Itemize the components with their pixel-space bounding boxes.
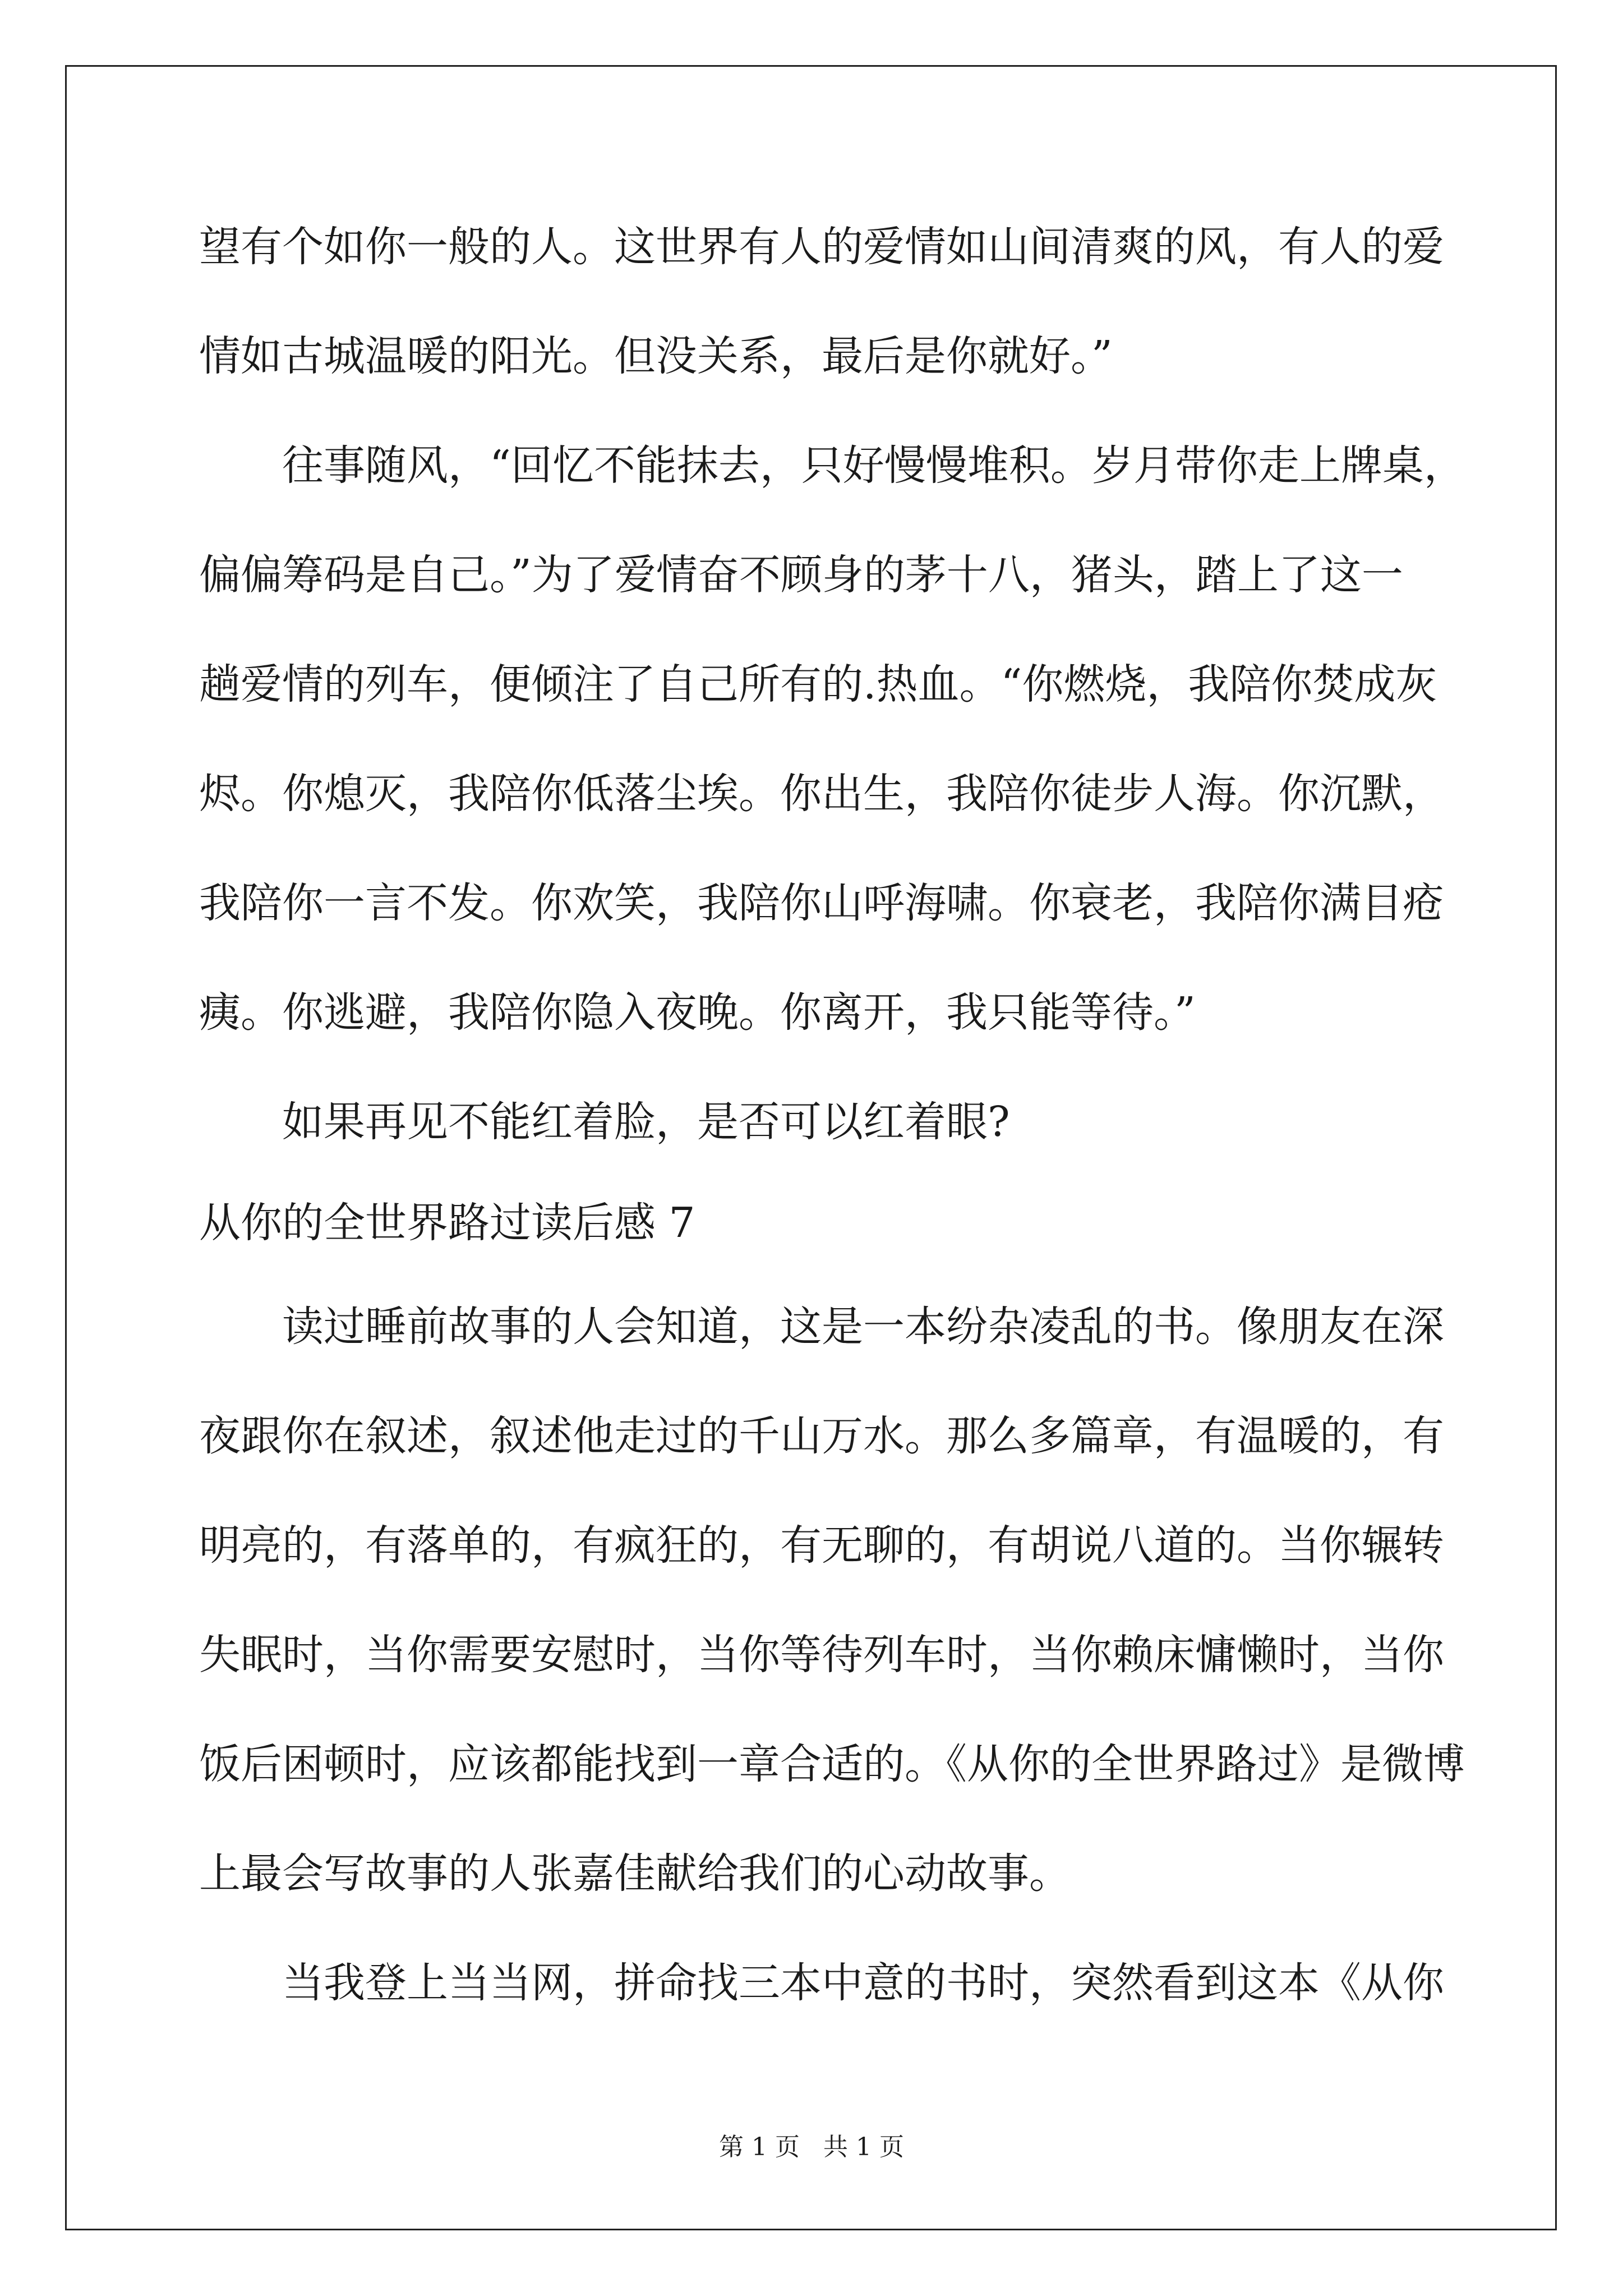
text-line: 上最会写故事的人张嘉佳献给我们的心动故事。	[199, 1849, 1071, 1898]
text-line: 烬。你熄灭，我陪你低落尘埃。你出生，我陪你徒步人海。你沉默，	[199, 770, 1444, 818]
text-line: 情如古城温暖的阳光。但没关系，最后是你就好。”	[199, 332, 1113, 380]
paragraph-start-line: 往事随风，“回忆不能抹去，只好慢慢堆积。岁月带你走上牌桌，	[282, 441, 1465, 490]
paragraph-start-line: 当我登上当当网，拼命找三本中意的书时，突然看到这本《从你	[282, 1959, 1444, 2007]
paragraph-start-line: 如果再见不能红着脸，是否可以红着眼?	[282, 1098, 1010, 1146]
text-line: 饭后困顿时，应该都能找到一章合适的。《从你的全世界路过》是微博	[199, 1740, 1465, 1788]
page-footer: 第 1 页 共 1 页	[719, 2133, 904, 2161]
text-line: 趟爱情的列车，便倾注了自己所有的.热血。“你燃烧，我陪你焚成灰	[199, 660, 1437, 708]
text-line: 夜跟你在叙述，叙述他走过的千山万水。那么多篇章，有温暖的，有	[199, 1412, 1444, 1460]
text-line: 失眠时，当你需要安慰时，当你等待列车时，当你赖床慵懒时，当你	[199, 1631, 1444, 1679]
text-line: 痍。你逃避，我陪你隐入夜晚。你离开，我只能等待。”	[199, 988, 1196, 1037]
section-heading: 从你的全世界路过读后感 7	[199, 1199, 695, 1247]
text-line: 偏偏筹码是自己。”为了爱情奋不顾身的茅十八，猪头，踏上了这一	[199, 551, 1403, 599]
text-line: 望有个如你一般的人。这世界有人的爱情如山间清爽的风，有人的爱	[199, 223, 1444, 271]
paragraph-start-line: 读过睡前故事的人会知道，这是一本纷杂凌乱的书。像朋友在深	[282, 1303, 1444, 1351]
text-line: 明亮的，有落单的，有疯狂的，有无聊的，有胡说八道的。当你辗转	[199, 1521, 1444, 1570]
text-line: 我陪你一言不发。你欢笑，我陪你山呼海啸。你衰老，我陪你满目疮	[199, 879, 1444, 927]
